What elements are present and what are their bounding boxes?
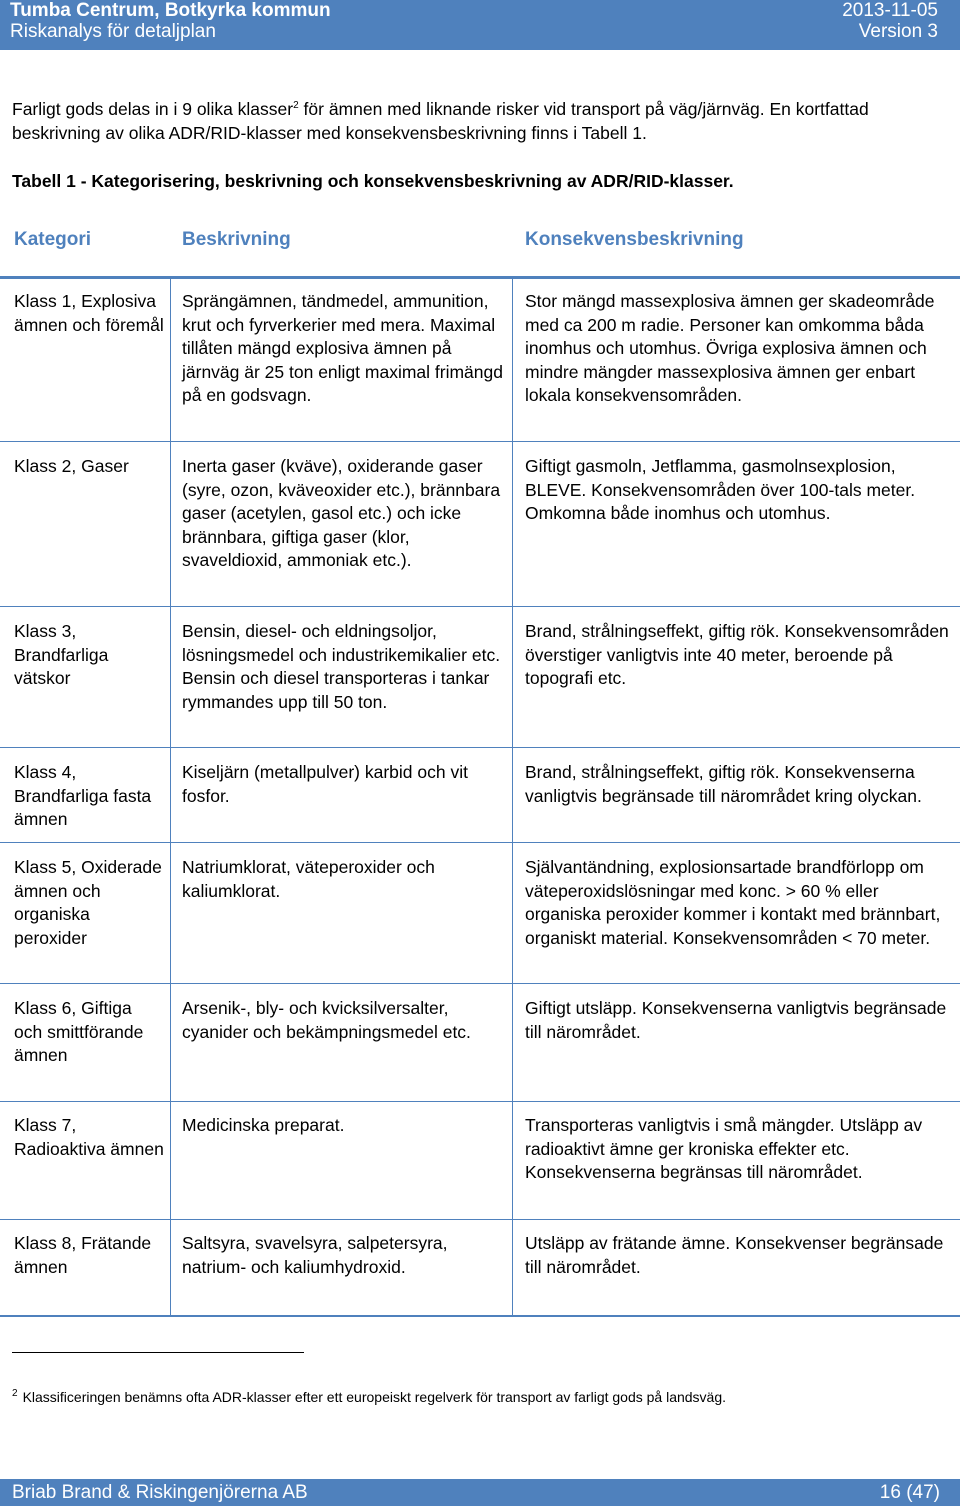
cell-kategori: Klass 6, Giftiga och smittförande ämnen (14, 998, 144, 1065)
cell-kategori: Klass 8, Frätande ämnen (14, 1233, 152, 1277)
column-header-kategori: Kategori (14, 229, 92, 250)
column-header-beskrivning: Beskrivning (182, 229, 291, 250)
cell-konsekvens: Självantändning, explosionsartade brandförlopp om väteperoxidslösningar med konc. > 60 % eller organiska peroxider kommer i kontakt med brännbart, organiskt material. Konsekvensområden < 70 meter. (525, 857, 941, 948)
cell-beskrivning: Natriumklorat, väteperoxider och kaliumklorat. (182, 857, 435, 901)
page-header (0, 0, 960, 50)
intro-text-after: för ämnen med liknande risker vid transport på väg/järnväg. En kortfattad beskrivning av olika ADR/RID-klasser med konsekvensbeskrivning finns i Tabell 1. (12, 99, 869, 143)
row-divider (0, 606, 960, 607)
footnote-reference: 2 (293, 100, 299, 112)
page-footer (0, 1479, 960, 1506)
cell-konsekvens: Brand, strålningseffekt, giftig rök. Konsekvenserna vanligtvis begränsade till närområdet kring olyckan. (525, 762, 922, 806)
table-header-rule (0, 276, 960, 279)
row-divider (0, 747, 960, 748)
row-divider (0, 441, 960, 442)
document-title: Riskanalys för detaljplan (10, 21, 216, 42)
cell-kategori: Klass 1, Explosiva ämnen och föremål (14, 291, 164, 335)
row-divider (0, 842, 960, 843)
cell-beskrivning: Inerta gaser (kväve), oxiderande gaser (syre, ozon, kväveoxider etc.), brännbara gaser (acetylen, gasol etc.) och icke brännbara, giftiga gaser (klor, svaveldioxid, ammoniak etc.). (182, 456, 501, 570)
cell-beskrivning: Kiseljärn (metallpulver) karbid och vit fosfor. (182, 762, 468, 806)
table-bottom-rule (0, 1315, 960, 1317)
column-header-konsekvens: Konsekvensbeskrivning (525, 229, 744, 250)
project-title: Tumba Centrum, Botkyrka kommun (10, 0, 331, 21)
column-divider (512, 279, 513, 1315)
cell-konsekvens: Transporteras vanligtvis i små mängder. Utsläpp av radioaktivt ämne ger kroniska effekter etc. Konsekvenserna begränsas till närområdet. (525, 1115, 923, 1182)
footnote-separator (12, 1352, 304, 1353)
cell-beskrivning: Saltsyra, svavelsyra, salpetersyra, natrium- och kaliumhydroxid. (182, 1233, 448, 1277)
cell-konsekvens: Giftigt utsläpp. Konsekvenserna vanligtvis begränsade till närområdet. (525, 998, 947, 1042)
cell-beskrivning: Bensin, diesel- och eldningsoljor, lösningsmedel och industrikemikalier etc. Bensin och diesel transporteras i tankar rymmandes upp till 50 ton. (182, 621, 501, 712)
intro-text-before: Farligt gods delas in i 9 olika klasser (12, 99, 294, 119)
cell-kategori: Klass 3, Brandfarliga vätskor (14, 621, 109, 688)
row-divider (0, 1101, 960, 1102)
cell-kategori: Klass 5, Oxiderade ämnen och organiska peroxider (14, 857, 162, 948)
cell-konsekvens: Giftigt gasmoln, Jetflamma, gasmolnsexplosion, BLEVE. Konsekvensområden över 100-tals meter. Omkomna både inomhus och utomhus. (525, 456, 916, 523)
cell-konsekvens: Brand, strålningseffekt, giftig rök. Konsekvensområden överstiger vanligtvis inte 40 meter, beroende på topografi etc. (525, 621, 949, 688)
row-divider (0, 983, 960, 984)
cell-beskrivning: Arsenik-, bly- och kvicksilversalter, cyanider och bekämpningsmedel etc. (182, 998, 471, 1042)
intro-paragraph (12, 97, 942, 145)
cell-beskrivning: Medicinska preparat. (182, 1115, 345, 1135)
page-number: 16 (47) (879, 1482, 940, 1503)
footer-company: Briab Brand & Riskingenjörerna AB (12, 1482, 308, 1503)
cell-kategori: Klass 2, Gaser (14, 456, 129, 476)
footnote (12, 1388, 726, 1406)
row-divider (0, 1219, 960, 1220)
document-version: Version 3 (858, 21, 938, 42)
table-caption: Tabell 1 - Kategorisering, beskrivning och konsekvensbeskrivning av ADR/RID-klasser. (12, 171, 734, 191)
cell-kategori: Klass 4, Brandfarliga fasta ämnen (14, 762, 152, 829)
cell-konsekvens: Utsläpp av frätande ämne. Konsekvenser begränsade till närområdet. (525, 1233, 944, 1277)
cell-kategori: Klass 7, Radioaktiva ämnen (14, 1115, 164, 1159)
document-date: 2013-11-05 (842, 0, 938, 21)
footnote-number: 2 (12, 1388, 18, 1400)
cell-beskrivning: Sprängämnen, tändmedel, ammunition, krut och fyrverkerier med mera. Maximal tillåten mängd explosiva ämnen på järnväg är 25 ton enligt maximal frimängd på en godsvagn. (182, 291, 503, 405)
cell-konsekvens: Stor mängd massexplosiva ämnen ger skadeområde med ca 200 m radie. Personer kan omkomma båda inomhus och utomhus. Övriga explosiva ämnen och mindre mängder massexplosiva ämnen ger enbart lokala konsekvensområden. (525, 291, 935, 405)
column-divider (170, 279, 171, 1315)
table-header (0, 229, 960, 257)
footnote-text: Klassificeringen benämns ofta ADR-klasser efter ett europeiskt regelverk för transport av farligt gods på landsväg. (22, 1389, 727, 1405)
